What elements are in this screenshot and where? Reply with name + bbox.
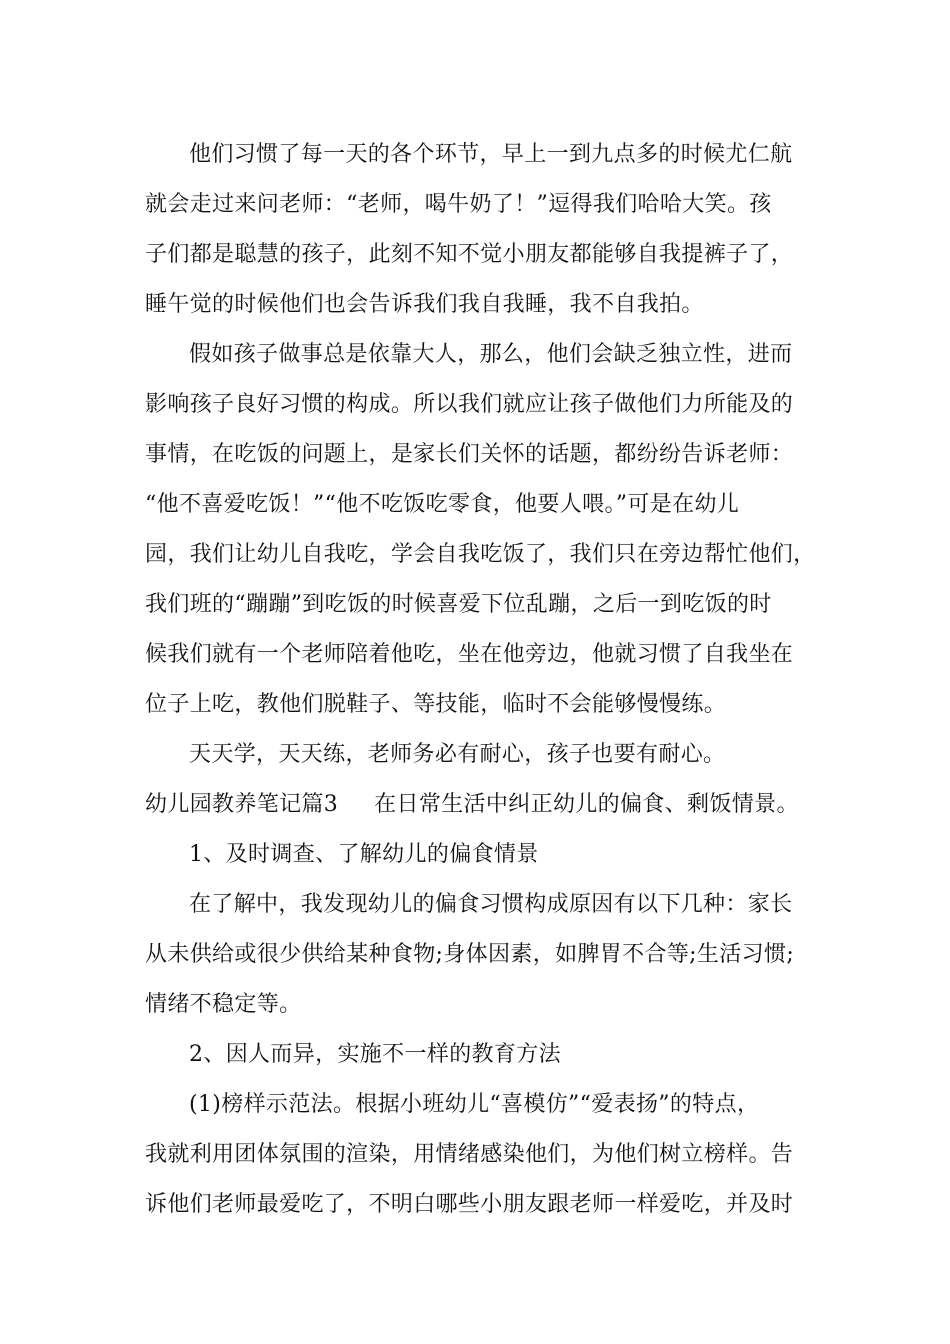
section-title: 幼儿园教养笔记篇3 — [145, 792, 339, 817]
document-body — [145, 130, 815, 1230]
text-line: 情绪不稳定等。 — [145, 992, 302, 1017]
text-line: 假如孩子做事总是依靠大人，那么，他们会缺乏独立性，进而 — [189, 342, 793, 367]
text-line: 就会走过来问老师：“老师，喝牛奶了！”逗得我们哈哈大笑。孩 — [145, 192, 772, 217]
item-causes — [145, 880, 815, 1030]
text-line: “他不喜爱吃饭！”“他不吃饭吃零食，他要人喂。”可是在幼儿 — [145, 492, 740, 517]
paragraph-independence — [145, 330, 815, 730]
text-line: 2、因人而异，实施不一样的教育方法 — [189, 1042, 561, 1067]
text-line: 1、及时调查、了解幼儿的偏食情景 — [189, 842, 539, 867]
paragraph-practice — [145, 730, 815, 780]
text-line: (1)榜样示范法。根据小班幼儿“喜模仿”“爱表扬”的特点， — [189, 1092, 760, 1117]
item-methods — [145, 1030, 815, 1080]
text-line: 我就利用团体氛围的渲染，用情绪感染他们，为他们树立榜样。告 — [145, 1142, 794, 1167]
text-line: 我们班的“蹦蹦”到吃饭的时候喜爱下位乱蹦，之后一到吃饭的时 — [145, 592, 772, 617]
text-line: 子们都是聪慧的孩子，此刻不知不觉小朋友都能够自我提裤子了， — [145, 242, 794, 267]
item-investigate — [145, 830, 815, 880]
text-line: 睡午觉的时候他们也会告诉我们我自我睡，我不自我拍。 — [145, 292, 704, 317]
text-line: 他们习惯了每一天的各个环节，早上一到九点多的时候尤仁航 — [189, 142, 793, 167]
section-subtitle: 在日常生活中纠正幼儿的偏食、剩饭情景。 — [374, 792, 799, 817]
item-role-model — [145, 1080, 815, 1230]
section-heading — [145, 780, 815, 830]
text-line: 在了解中，我发现幼儿的偏食习惯构成原因有以下几种：家长 — [189, 892, 793, 917]
text-line: 影响孩子良好习惯的构成。所以我们就应让孩子做他们力所能及的 — [145, 392, 794, 417]
text-line: 天天学，天天练，老师务必有耐心，孩子也要有耐心。 — [189, 742, 726, 767]
text-line: 位子上吃，教他们脱鞋子、等技能，临时不会能够慢慢练。 — [145, 692, 727, 717]
text-line: 候我们就有一个老师陪着他吃，坐在他旁边，他就习惯了自我坐在 — [145, 642, 794, 667]
text-line: 诉他们老师最爱吃了，不明白哪些小朋友跟老师一样爱吃，并及时 — [145, 1192, 794, 1217]
paragraph-daily-routine — [145, 130, 815, 330]
text-line: 园，我们让幼儿自我吃，学会自我吃饭了，我们只在旁边帮忙他们， — [145, 542, 816, 567]
text-line: 事情，在吃饭的问题上，是家长们关怀的话题，都纷纷告诉老师： — [145, 442, 794, 467]
text-line: 从未供给或很少供给某种食物;身体因素，如脾胃不合等;生活习惯; — [145, 942, 795, 967]
